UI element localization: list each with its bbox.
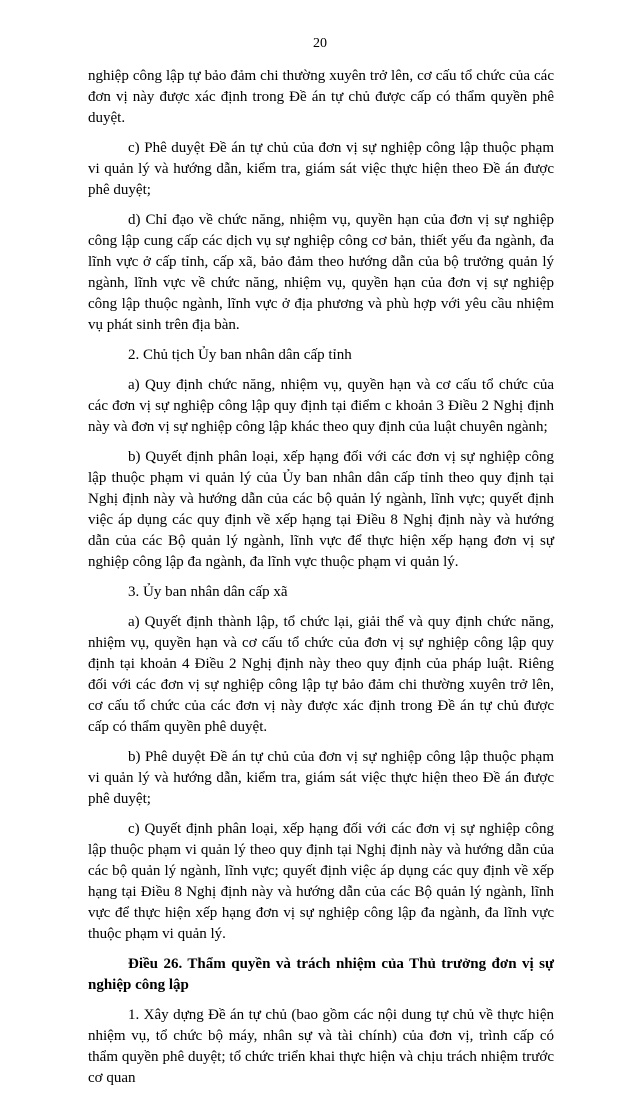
paragraph-3a: a) Quyết định thành lập, tổ chức lại, giải thể và quy định chức năng, nhiệm vụ, quyền hạn và cơ cấu tổ chức của đơn vị sự nghiệp công lập quy định tại khoản 4 Điều 2 Nghị định này theo quy định của pháp luật. Riêng đối với các đơn vị sự nghiệp công lập tự bảo đảm chi thường xuyên trở lên, cơ cấu tổ chức của các đơn vị này được xác định trong Đề án tự chủ được cấp có thẩm quyền phê duyệt. [88,614,554,735]
paragraph-2b: b) Quyết định phân loại, xếp hạng đối với các đơn vị sự nghiệp công lập thuộc phạm vi quản lý của Ủy ban nhân dân cấp tỉnh theo quy định tại Nghị định này và hướng dẫn của các bộ quản lý ngành, lĩnh vực; quyết định việc áp dụng các quy định về xếp hạng tại Điều 8 Nghị định này và hướng dẫn của các Bộ quản lý ngành, lĩnh vực để thực hiện xếp hạng đơn vị sự nghiệp công lập đa ngành, đa lĩnh vực thuộc phạm vi quản lý. [88,449,554,570]
document-body [88,66,554,1098]
clause-2-title: 2. Chủ tịch Ủy ban nhân dân cấp tỉnh [128,347,352,363]
paragraph-1c: c) Phê duyệt Đề án tự chủ của đơn vị sự nghiệp công lập thuộc phạm vi quản lý và hướng dẫn, kiểm tra, giám sát việc thực hiện theo Đề án được phê duyệt; [88,140,554,198]
paragraph-3b: b) Phê duyệt Đề án tự chủ của đơn vị sự nghiệp công lập thuộc phạm vi quản lý và hướng dẫn, kiểm tra, giám sát việc thực hiện theo Đề án được phê duyệt; [88,749,554,807]
page-number: 20 [313,36,327,51]
paragraph-2a: a) Quy định chức năng, nhiệm vụ, quyền hạn và cơ cấu tổ chức của các đơn vị sự nghiệp công lập quy định tại điểm c khoản 3 Điều 2 Nghị định này và đơn vị sự nghiệp công lập khác theo quy định của luật chuyên ngành; [88,377,554,435]
article-26-heading: Điều 26. Thẩm quyền và trách nhiệm của Thủ trưởng đơn vị sự nghiệp công lập [88,956,554,993]
paragraph-3c: c) Quyết định phân loại, xếp hạng đối với các đơn vị sự nghiệp công lập thuộc phạm vi quản lý theo quy định tại Nghị định này và hướng dẫn của các bộ quản lý ngành, lĩnh vực; quyết định việc áp dụng các quy định về xếp hạng tại Điều 8 Nghị định này và hướng dẫn của các Bộ quản lý ngành, lĩnh vực để thực hiện xếp hạng đơn vị sự nghiệp công lập đa ngành, đa lĩnh vực thuộc phạm vi quản lý. [88,821,554,942]
paragraph-continuation: nghiệp công lập tự bảo đảm chi thường xuyên trở lên, cơ cấu tổ chức của các đơn vị này được xác định trong Đề án tự chủ được cấp có thẩm quyền phê duyệt. [88,68,554,126]
paragraph-26-1: 1. Xây dựng Đề án tự chủ (bao gồm các nội dung tự chủ về thực hiện nhiệm vụ, tổ chức bộ máy, nhân sự và tài chính) của đơn vị, trình cấp có thẩm quyền phê duyệt; tổ chức triển khai thực hiện và chịu trách nhiệm trước cơ quan [88,1007,554,1086]
paragraph-1d: d) Chỉ đạo về chức năng, nhiệm vụ, quyền hạn của đơn vị sự nghiệp công lập cung cấp các dịch vụ sự nghiệp công cơ bản, thiết yếu đa ngành, đa lĩnh vực ở cấp tỉnh, cấp xã, bảo đảm theo hướng dẫn của bộ trưởng quản lý ngành, lĩnh vực về chức năng, nhiệm vụ, quyền hạn của đơn vị sự nghiệp công lập thuộc ngành, lĩnh vực ở địa phương và phù hợp với yêu cầu nhiệm vụ phát sinh trên địa bàn. [88,212,554,333]
clause-3-title: 3. Ủy ban nhân dân cấp xã [128,584,288,600]
